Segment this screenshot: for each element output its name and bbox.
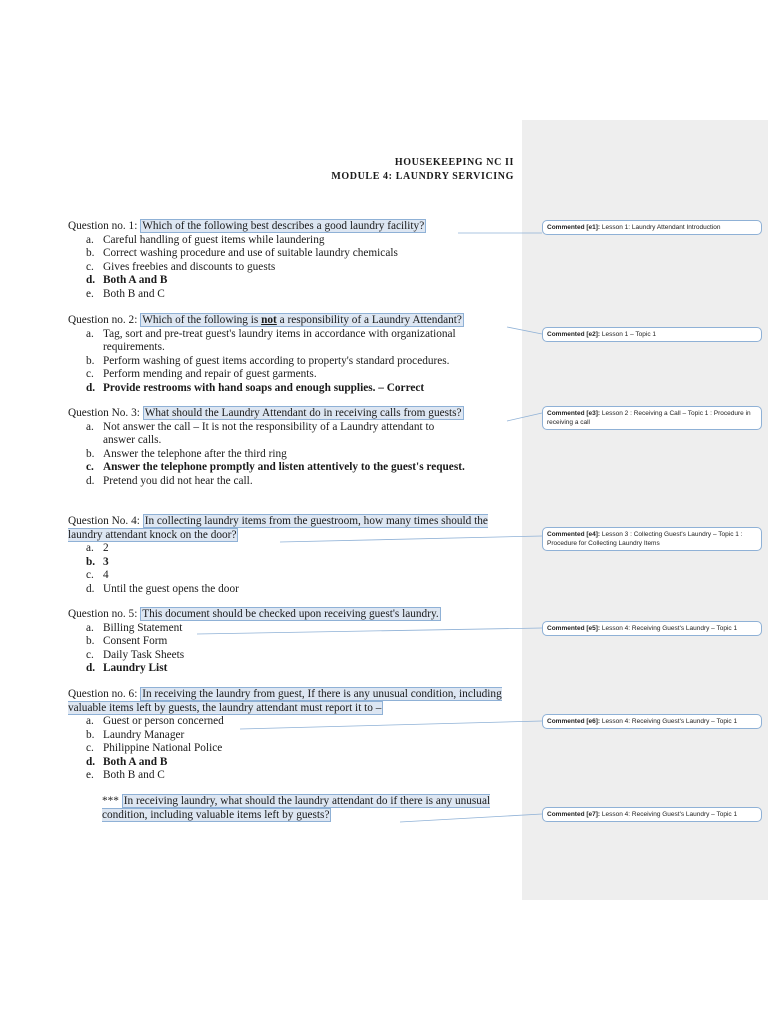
option-c: c. Answer the telephone promptly and listen attentively to the guest's request. xyxy=(86,461,465,473)
option-b: b. Answer the telephone after the third ring xyxy=(86,447,287,460)
header-title: HOUSEKEEPING NC II xyxy=(394,157,514,168)
question-text[interactable]: In receiving the laundry from guest, If there is any unusual condition, including valuable items left by guests, the laundry attendant must report it to – xyxy=(68,688,502,714)
option-d: d. Until the guest opens the door xyxy=(86,582,239,595)
option-b: b. 3 xyxy=(86,555,109,568)
question-4 xyxy=(68,515,518,596)
option-c: c. Perform mending and repair of guest garments. xyxy=(86,368,317,380)
option-c: c. Philippine National Police xyxy=(86,742,223,754)
question-text[interactable]: In collecting laundry items from the guestroom, how many times should the laundry attendant knock on the door? xyxy=(68,515,488,541)
comment-e3[interactable]: Commented [e3]: Lesson 2 : Receiving a Call – Topic 1 : Procedure in receiving a call xyxy=(542,406,762,430)
question-text[interactable]: Which of the following is not a responsibility of a Laundry Attendant? xyxy=(142,314,462,326)
question-label: Question No. 3: xyxy=(68,407,140,419)
option-c: c. 4 xyxy=(86,569,109,581)
extra-question-note xyxy=(102,795,512,822)
comment-e6[interactable]: Commented [e6]: Lesson 4: Receiving Guest's Laundry – Topic 1 xyxy=(542,714,762,729)
option-a: a. Not answer the call – It is not the responsibility of a Laundry attendant to answer calls. xyxy=(86,420,435,446)
comment-e4[interactable]: Commented [e4]: Lesson 3 : Collecting Guest's Laundry – Topic 1 : Procedure for Collecting Laundry Items xyxy=(542,527,762,551)
option-d: d. Both A and B xyxy=(86,755,168,768)
option-a: a. Billing Statement xyxy=(86,621,183,634)
comment-margin xyxy=(522,120,768,900)
option-d: d. Pretend you did not hear the call. xyxy=(86,474,253,487)
option-a: a. 2 xyxy=(86,542,109,554)
question-2 xyxy=(68,314,518,395)
option-e: e. Both B and C xyxy=(86,287,165,300)
option-d: d. Laundry List xyxy=(86,662,168,674)
question-label: Question no. 6: xyxy=(68,688,138,700)
question-label: Question No. 4: xyxy=(68,515,140,527)
question-text[interactable]: What should the Laundry Attendant do in receiving calls from guests? xyxy=(144,407,462,419)
question-6 xyxy=(68,688,518,783)
option-a: a. Guest or person concerned xyxy=(86,715,224,727)
header-module: MODULE 4: LAUNDRY SERVICING xyxy=(331,171,514,182)
comment-e5[interactable]: Commented [e5]: Lesson 4: Receiving Guest's Laundry – Topic 1 xyxy=(542,621,762,636)
option-d: d. Both A and B xyxy=(86,274,168,286)
question-label: Question no. 2: xyxy=(68,314,138,326)
note-text[interactable]: In receiving laundry, what should the laundry attendant do if there is any unusual condition, including valuable items left by guests? xyxy=(102,795,491,821)
question-3 xyxy=(68,407,518,488)
option-b: b. Laundry Manager xyxy=(86,728,185,741)
option-d: d. Provide restrooms with hand soaps and enough supplies. – Correct xyxy=(86,381,425,394)
option-b: b. Correct washing procedure and use of suitable laundry chemicals xyxy=(86,247,398,259)
option-c: c. Daily Task Sheets xyxy=(86,648,185,661)
option-a: a. Tag, sort and pre-treat guest's laundry items in accordance with organizational requirements. xyxy=(86,327,456,353)
option-e: e. Both B and C xyxy=(86,769,165,781)
option-a: a. Careful handling of guest items while laundering xyxy=(86,233,325,246)
note-prefix: *** xyxy=(102,795,119,807)
option-c: c. Gives freebies and discounts to guests xyxy=(86,260,276,273)
question-text[interactable]: This document should be checked upon receiving guest's laundry. xyxy=(142,608,439,620)
comment-e1[interactable]: Commented [e1]: Lesson 1: Laundry Attendant Introduction xyxy=(542,220,762,235)
question-5 xyxy=(68,608,518,676)
option-b: b. Perform washing of guest items according to property's standard procedures. xyxy=(86,354,450,367)
document-header xyxy=(331,156,514,184)
comment-e7[interactable]: Commented [e7]: Lesson 4: Receiving Guest's Laundry – Topic 1 xyxy=(542,807,762,822)
option-b: b. Consent Form xyxy=(86,635,168,647)
question-text[interactable]: Which of the following best describes a good laundry facility? xyxy=(142,220,425,232)
question-1 xyxy=(68,220,518,301)
question-label: Question no. 1: xyxy=(68,220,138,232)
comment-e2[interactable]: Commented [e2]: Lesson 1 – Topic 1 xyxy=(542,327,762,342)
question-label: Question no. 5: xyxy=(68,608,138,620)
